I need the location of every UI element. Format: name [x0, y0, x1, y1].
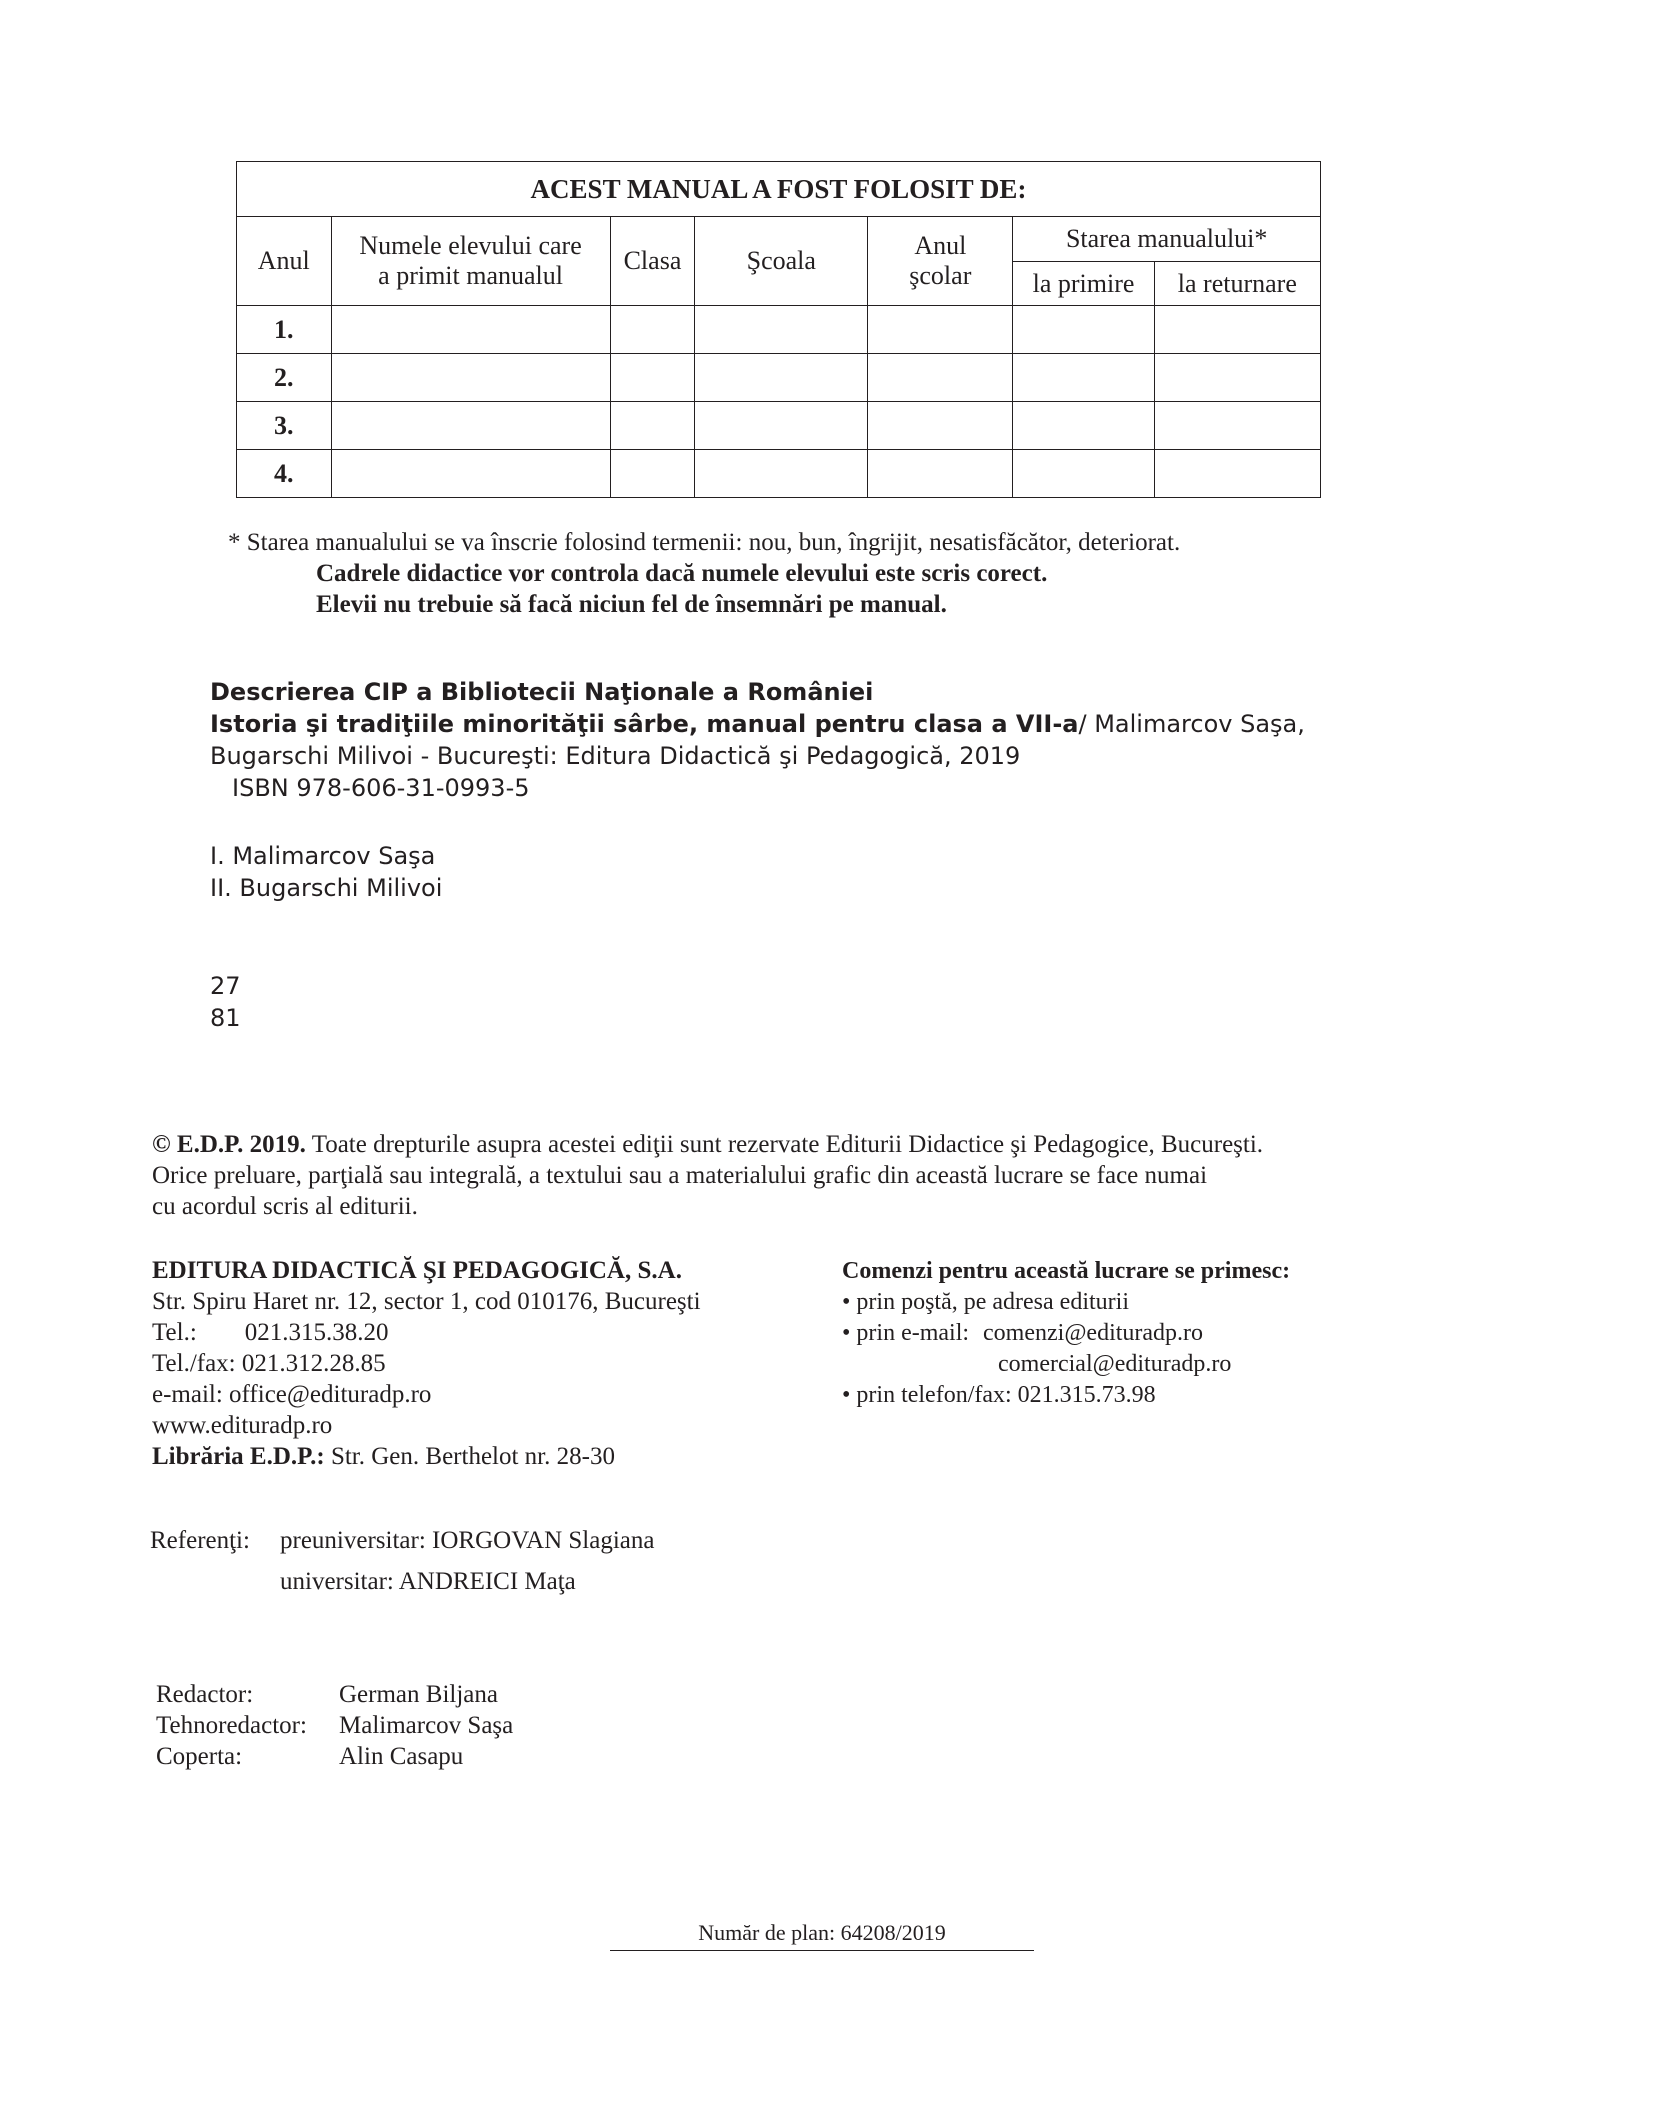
- publisher-name: EDITURA DIDACTICĂ ŞI PEDAGOGICĂ, S.A.: [152, 1257, 682, 1284]
- orders-heading: Comenzi pentru această lucrare se primesc:: [842, 1258, 1291, 1284]
- tel-value: 021.315.38.20: [244, 1319, 389, 1346]
- cell-clasa[interactable]: [610, 306, 695, 354]
- cell-la-returnare[interactable]: [1154, 306, 1320, 354]
- table-title: ACEST MANUAL A FOST FOLOSIT DE:: [237, 162, 1321, 217]
- table-row: [237, 402, 1321, 450]
- row-number: 3.: [237, 402, 332, 450]
- cell-nume[interactable]: [331, 354, 610, 402]
- cell-nume[interactable]: [331, 402, 610, 450]
- table-row: [237, 450, 1321, 498]
- copyright-line2: Orice preluare, parţială sau integrală, a textului sau a materialului grafic din această lucrare se face numai: [152, 1162, 1208, 1189]
- cell-nume[interactable]: [331, 306, 610, 354]
- header-starea: Starea manualului*: [1013, 217, 1321, 262]
- row-number: 4.: [237, 450, 332, 498]
- referee-universitar: universitar: ANDREICI Maţa: [280, 1568, 576, 1595]
- publisher-libraria: [152, 1442, 615, 1472]
- cell-scoala[interactable]: [695, 450, 868, 498]
- row-number: 2.: [237, 354, 332, 402]
- publisher-email: e-mail: office@edituradp.ro: [152, 1381, 432, 1408]
- publisher-telfax: Tel./fax: 021.312.28.85: [152, 1350, 386, 1377]
- cell-anul-scolar[interactable]: [868, 450, 1013, 498]
- referees-label: Referenţi:: [150, 1527, 250, 1554]
- credit-name: Malimarcov Saşa: [339, 1712, 514, 1739]
- cip-title-rest: / Malimarcov Saşa,: [1078, 710, 1305, 738]
- copyright-rest: Toate drepturile asupra acestei ediţii sunt rezervate Editurii Didactice şi Pedagogice, Bucureşti.: [305, 1131, 1264, 1158]
- credit-role: Tehnoredactor:: [156, 1712, 307, 1739]
- cell-clasa[interactable]: [610, 354, 695, 402]
- orders-email-label: • prin e-mail:: [842, 1320, 970, 1346]
- publisher-tel: [152, 1318, 389, 1348]
- note-elevii: Elevii nu trebuie să facă niciun fel de însemnări pe manual.: [316, 591, 947, 618]
- credit-name: German Biljana: [339, 1681, 498, 1708]
- cell-la-primire[interactable]: [1013, 402, 1154, 450]
- cip-isbn: ISBN 978-606-31-0993-5: [232, 774, 530, 802]
- credit-name: Alin Casapu: [339, 1743, 464, 1770]
- cell-la-primire[interactable]: [1013, 306, 1154, 354]
- cell-anul-scolar[interactable]: [868, 306, 1013, 354]
- header-anul-scolar: Anul şcolar: [868, 217, 1013, 306]
- header-la-returnare: la returnare: [1154, 262, 1320, 306]
- cip-class1: 27: [210, 972, 241, 1000]
- header-nume: Numele elevului care a primit manualul: [331, 217, 610, 306]
- table-row: [237, 354, 1321, 402]
- cell-la-returnare[interactable]: [1154, 402, 1320, 450]
- cip-title: [210, 708, 1305, 740]
- cell-clasa[interactable]: [610, 450, 695, 498]
- cell-la-primire[interactable]: [1013, 354, 1154, 402]
- cell-la-returnare[interactable]: [1154, 450, 1320, 498]
- footnote-starea: * Starea manualului se va înscrie folosind termenii: nou, bun, îngrijit, nesatisfăcător, deteriorat.: [228, 529, 1181, 556]
- cell-anul-scolar[interactable]: [868, 354, 1013, 402]
- orders-email2: comercial@edituradp.ro: [998, 1351, 1232, 1377]
- cell-clasa[interactable]: [610, 402, 695, 450]
- cell-scoala[interactable]: [695, 354, 868, 402]
- credit-role: Redactor:: [156, 1681, 254, 1708]
- cell-anul-scolar[interactable]: [868, 402, 1013, 450]
- libraria-address: Str. Gen. Berthelot nr. 28-30: [324, 1443, 615, 1470]
- orders-phone: • prin telefon/fax: 021.315.73.98: [842, 1382, 1156, 1408]
- orders-email1: comenzi@edituradp.ro: [983, 1320, 1204, 1346]
- libraria-label: Librăria E.D.P.:: [152, 1443, 325, 1470]
- copyright-line1: [152, 1130, 1263, 1160]
- cell-la-returnare[interactable]: [1154, 354, 1320, 402]
- usage-table: [236, 161, 1321, 498]
- row-number: 1.: [237, 306, 332, 354]
- orders-post: • prin poştă, pe adresa editurii: [842, 1289, 1129, 1315]
- plan-number: Număr de plan: 64208/2019: [698, 1920, 946, 1945]
- cip-class2: 81: [210, 1004, 241, 1032]
- header-scoala: Şcoala: [695, 217, 868, 306]
- referee-preuniversitar: preuniversitar: IORGOVAN Slagiana: [280, 1527, 655, 1554]
- plan-number-underline: [610, 1950, 1034, 1951]
- header-la-primire: la primire: [1013, 262, 1154, 306]
- cip-line2: Bugarschi Milivoi - Bucureşti: Editura Didactică şi Pedagogică, 2019: [210, 742, 1021, 770]
- publisher-address: Str. Spiru Haret nr. 12, sector 1, cod 010176, Bucureşti: [152, 1288, 701, 1315]
- cip-author1: I. Malimarcov Saşa: [210, 842, 436, 870]
- cip-title-bold: Istoria şi tradiţiile minorităţii sârbe, manual pentru clasa a VII-a: [210, 710, 1079, 738]
- header-anul: Anul: [237, 217, 332, 306]
- cell-scoala[interactable]: [695, 402, 868, 450]
- header-clasa: Clasa: [610, 217, 695, 306]
- copyright-bold: © E.D.P. 2019.: [152, 1131, 306, 1158]
- table-row: [237, 306, 1321, 354]
- cip-heading: Descrierea CIP a Bibliotecii Naţionale a României: [210, 678, 874, 706]
- note-cadrele-didactice: Cadrele didactice vor controla dacă numele elevului este scris corect.: [316, 560, 1048, 587]
- copyright-line3: cu acordul scris al editurii.: [152, 1193, 418, 1220]
- credit-role: Coperta:: [156, 1743, 243, 1770]
- cip-author2: II. Bugarschi Milivoi: [210, 874, 443, 902]
- cell-nume[interactable]: [331, 450, 610, 498]
- publisher-website: www.edituradp.ro: [152, 1412, 333, 1439]
- orders-email: [842, 1318, 1203, 1348]
- cell-scoala[interactable]: [695, 306, 868, 354]
- tel-label: Tel.:: [152, 1319, 197, 1346]
- cell-la-primire[interactable]: [1013, 450, 1154, 498]
